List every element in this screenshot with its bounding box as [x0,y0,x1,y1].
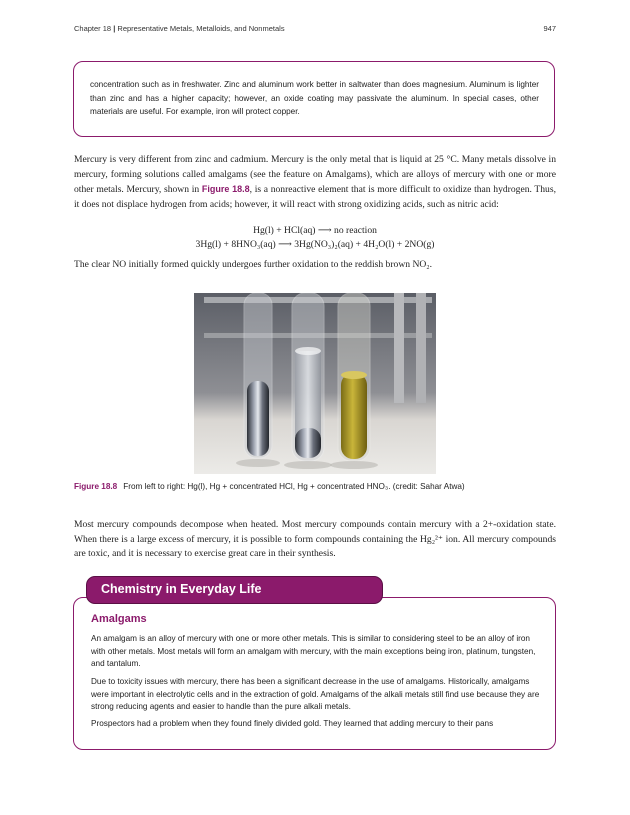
page-header [74,24,556,33]
figure-label: Figure 18.8 [74,482,118,491]
everyday-life-tab: Chemistry in Everyday Life [86,576,383,604]
figure-photo [194,293,436,474]
paragraph-mercury-compounds: Most mercury compounds decompose when heated. Most mercury compounds contain mercury with a 2+-oxidation state. When there is a large excess of mercury, it is possible to form compounds containing the Hg₂²⁺ ion. All mercury compounds are toxic, and it is necessary to exercise great care in their synthesis. [74,519,556,560]
header-separator: | [113,24,116,33]
equation-hcl: Hg(l) + HCl(aq) ⟶ no reaction [253,225,377,236]
chapter-label: Chapter 18 [74,24,112,33]
amalgams-paragraph-2: Due to toxicity issues with mercury, there has been a significant decrease in the use of amalgams. Historically, amalgams were important in electrolytic cells and in the extraction of gold. Amalgams of the alkali metals still find use because they are strong reducing agents and easier to handle than the pure alkali metals. [91,677,540,712]
amalgams-heading: Amalgams [91,613,147,625]
paragraph-text: , is a nonreactive element that is more difficult to oxidize than hydrogen. Thus, it does not displace hydrogen from acids; however, it will react with strong oxidizing acids, such as nitric acid: [74,184,556,210]
running-title [74,24,285,33]
figure-link[interactable]: Figure 18.8 [201,184,250,195]
paragraph-no-oxidation: The clear NO initially formed quickly undergoes further oxidation to the reddish brown NO₂. [74,259,433,270]
figure-caption-text: From left to right: Hg(l), Hg + concentrated HCl, Hg + concentrated HNO₃. (credit: Sahar Atwa) [123,482,465,491]
amalgams-paragraph-3: Prospectors had a problem when they found finely divided gold. They learned that adding mercury to their pans [91,719,494,728]
note-box-text: concentration such as in freshwater. Zinc and aluminum work better in saltwater than does magnesium. Aluminum is lighter than zinc and has a higher capacity; however, an oxide coating may passivate the aluminum. In special cases, other materials are useful. For example, iron will protect copper. [90,80,539,116]
paragraph-text: Mercury is very different from zinc and cadmium. Mercury is the only metal that is liquid at 25 °C. Many metals dissolve in mercury, forming solutions called amalgams (see the feature on Amalgams), which are alloys of mercury with one or more other metals. Mercury, shown in [74,154,556,196]
page-number: 947 [543,24,556,33]
paragraph-mercury [74,153,556,212]
equation-hno3: 3Hg(l) + 8HNO₃(aq) ⟶ 3Hg(NO₃)₂(aq) + 4H₂O(l) + 2NO(g) [195,239,435,250]
chapter-title: Representative Metals, Metalloids, and Nonmetals [117,24,285,33]
amalgams-paragraph-1: An amalgam is an alloy of mercury with one or more other metals. This is similar to considering steel to be an alloy of iron with other metals. Most metals will form an amalgam with mercury, with the main exceptions being iron, platinum, tungsten, and tantalum. [91,634,536,669]
figure-caption [74,482,556,491]
